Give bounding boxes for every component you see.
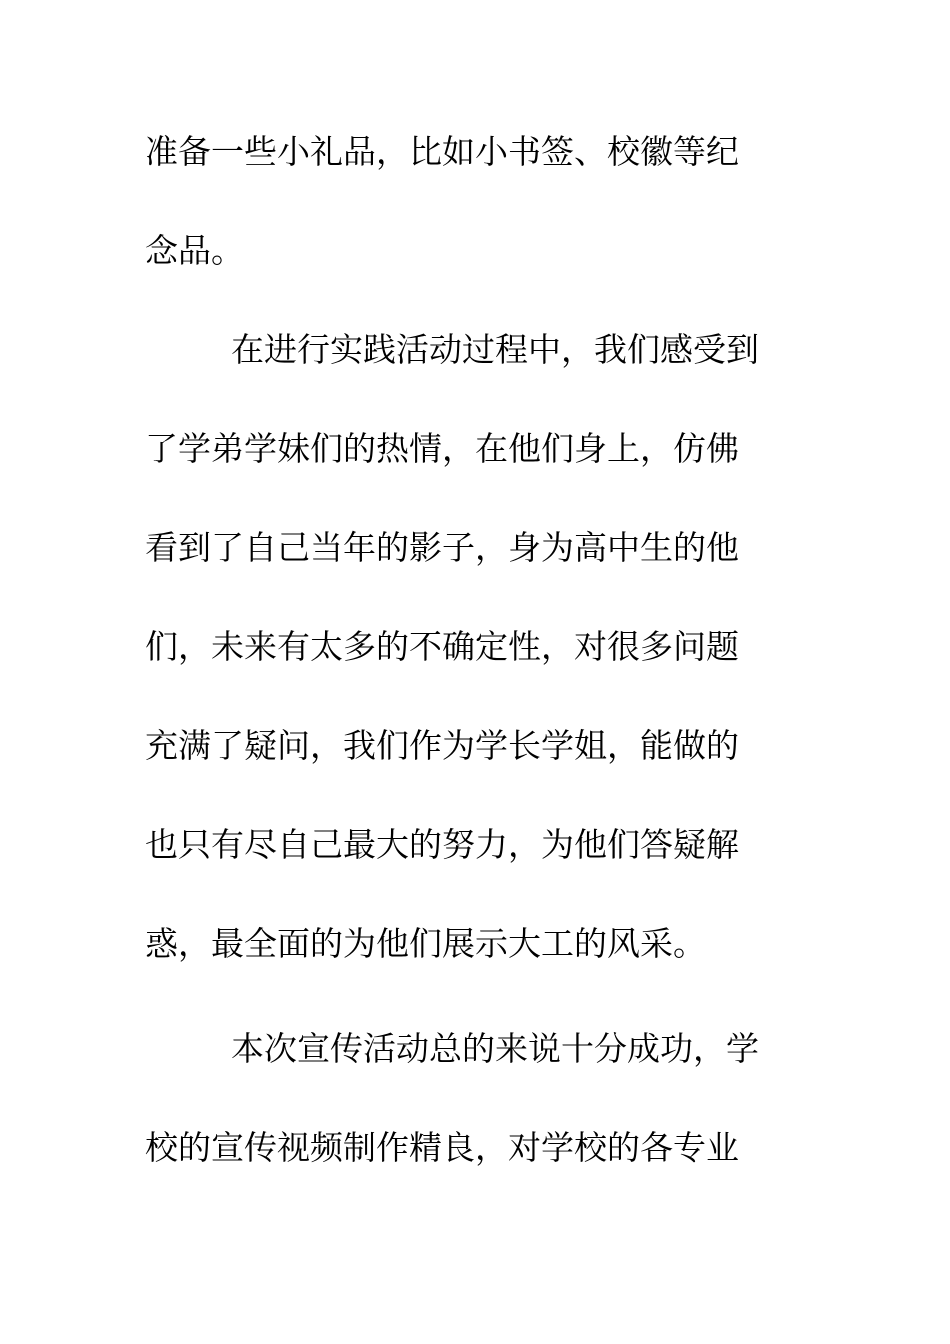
text-line: 准备一些小礼品，比如小书签、校徽等纪 (145, 132, 739, 171)
paragraph-start-line: 在进行实践活动过程中，我们感受到 (231, 330, 759, 369)
text-line: 惑，最全面的为他们展示大工的风采。 (145, 924, 706, 963)
text-line: 充满了疑问，我们作为学长学姐，能做的 (145, 726, 739, 765)
text-line: 也只有尽自己最大的努力，为他们答疑解 (145, 825, 739, 864)
text-line: 校的宣传视频制作精良，对学校的各专业 (145, 1128, 739, 1167)
paragraph-start-line: 本次宣传活动总的来说十分成功，学 (231, 1029, 759, 1068)
text-line: 们，未来有太多的不确定性，对很多问题 (145, 627, 739, 666)
text-line: 念品。 (145, 231, 244, 270)
text-line: 看到了自己当年的影子，身为高中生的他 (145, 528, 739, 567)
text-line: 了学弟学妹们的热情，在他们身上，仿佛 (145, 429, 739, 468)
